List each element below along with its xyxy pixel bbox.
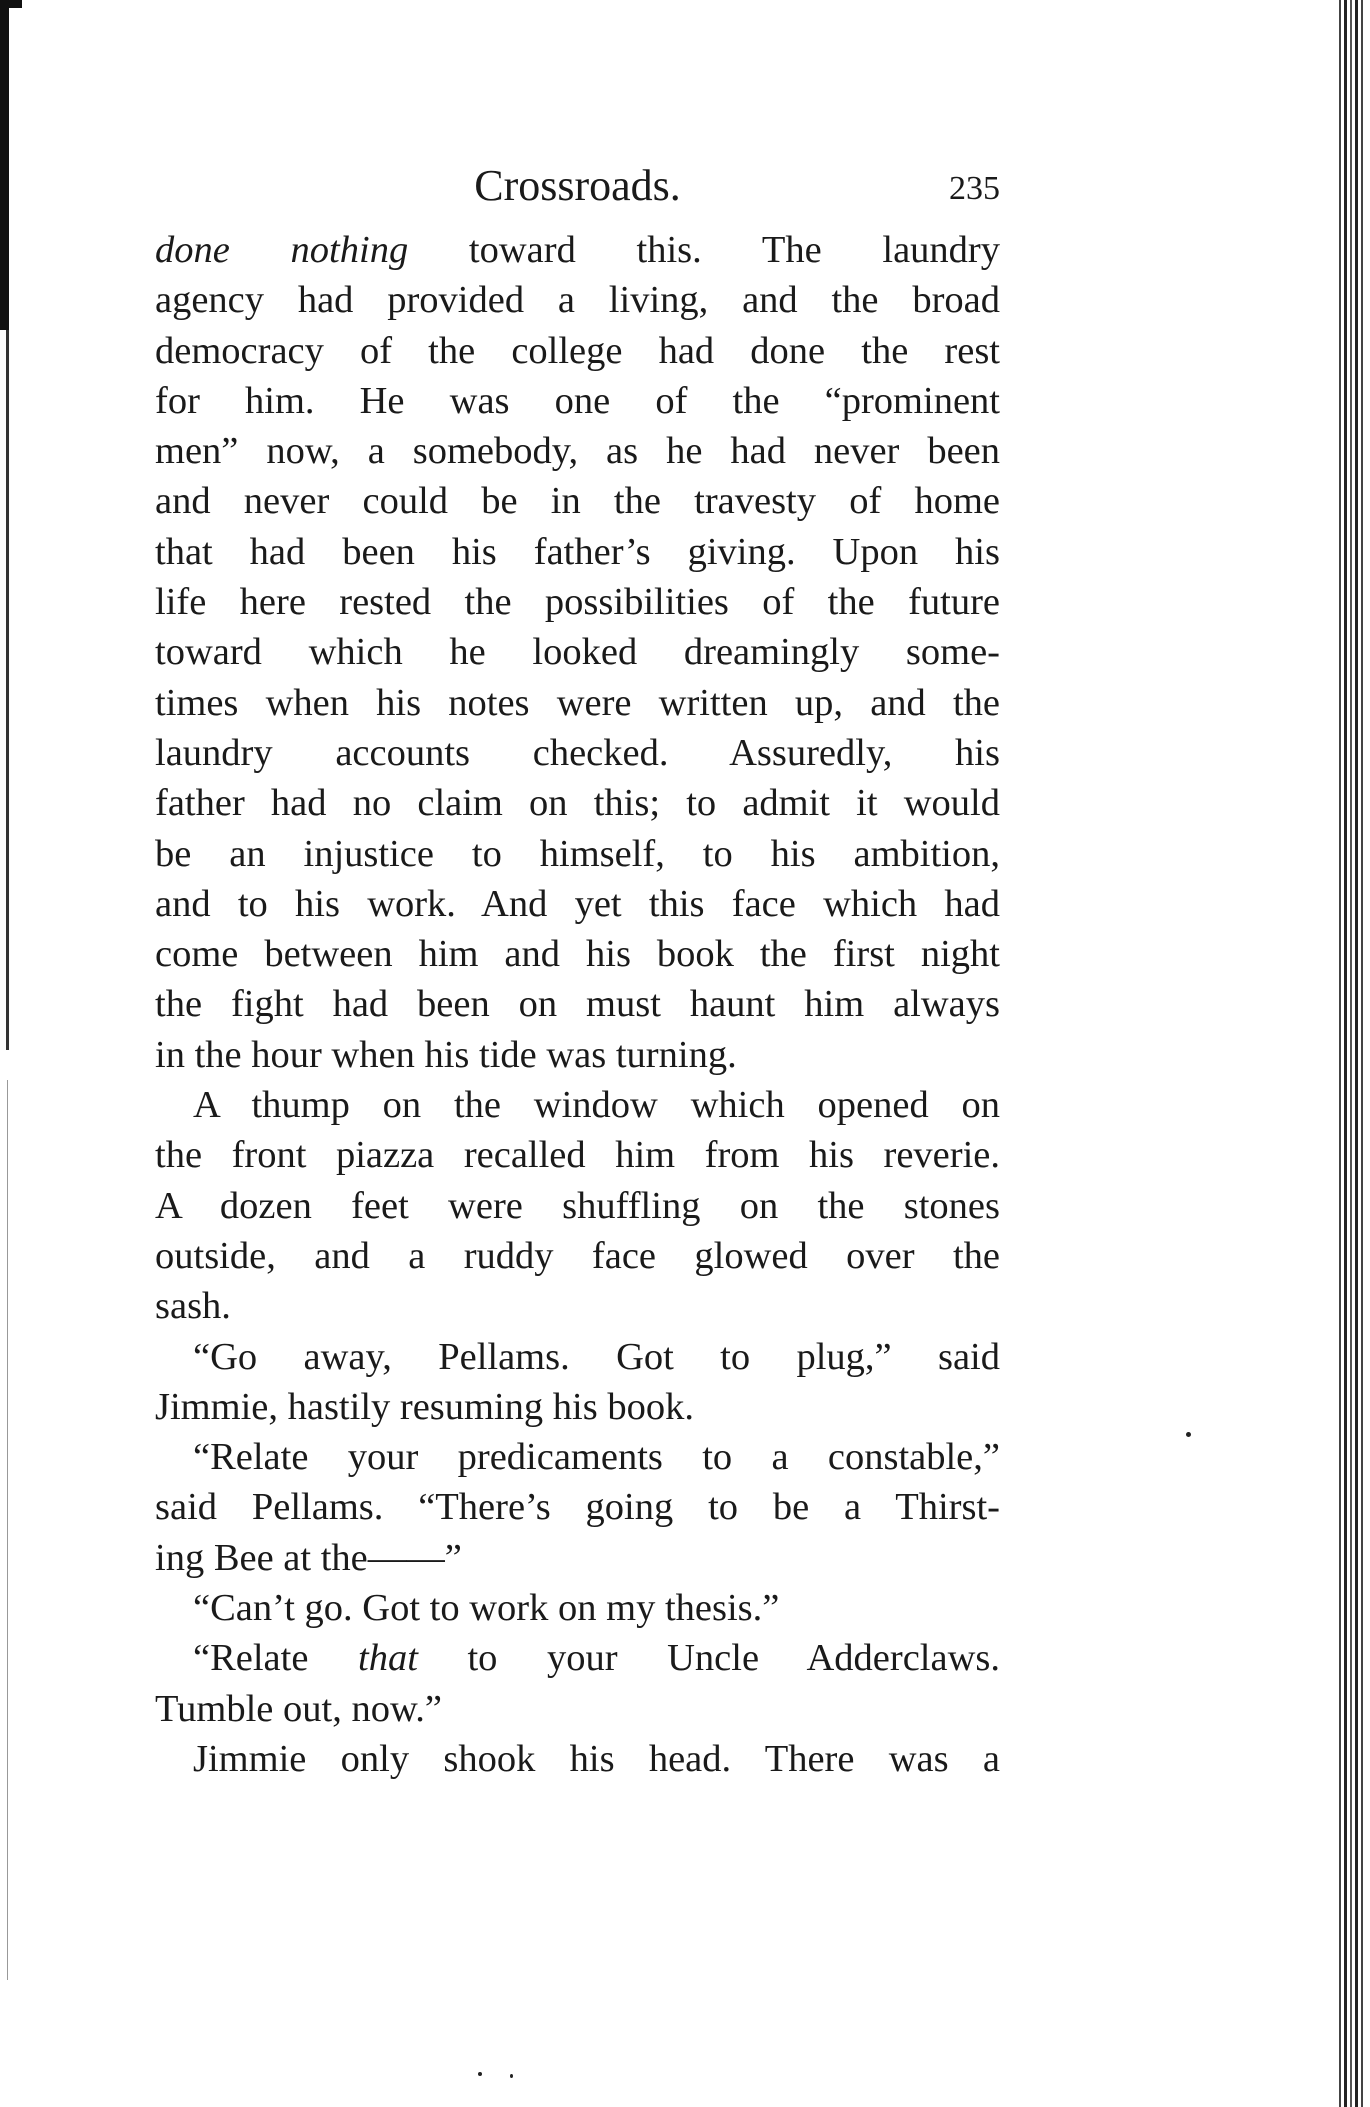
text-line: [155, 326, 1000, 376]
text-run: father had no claim on this; to admit it would: [155, 782, 1000, 825]
text-line: [155, 1432, 1000, 1482]
text-run: A thump on the window which opened on: [193, 1084, 1000, 1127]
text-run: toward which he looked dreamingly some-: [155, 631, 1000, 674]
text-run: “Relate your predicaments to a constable,”: [193, 1436, 1000, 1479]
italic-text: that: [358, 1637, 418, 1680]
text-run: A dozen feet were shuffling on the stones: [155, 1184, 1000, 1227]
text-line: [155, 577, 1000, 627]
running-head: [155, 160, 1000, 220]
text-run: Jimmie only shook his head. There was a: [193, 1737, 1000, 1780]
text-line: [155, 1633, 1000, 1683]
text-run: laundry accounts checked. Assuredly, his: [155, 731, 1000, 774]
text-line: [155, 979, 1000, 1029]
text-line: [155, 225, 1000, 275]
scan-edge-right-line: [1355, 0, 1358, 2107]
text-line: [155, 476, 1000, 526]
scan-edge-right-line: [1339, 0, 1341, 2107]
text-line: [155, 1684, 1000, 1734]
text-line: [155, 1734, 1000, 1784]
text-run: men” now, a somebody, as he had never been: [155, 430, 1000, 473]
text-line: [155, 1533, 1000, 1583]
text-line: [155, 1382, 1000, 1432]
text-run: ing Bee at the——”: [155, 1536, 462, 1579]
text-run: toward this. The laundry: [408, 229, 1000, 271]
text-line: [155, 1080, 1000, 1130]
text-run: come between him and his book the first night: [155, 933, 1000, 976]
text-run: for him. He was one of the “prominent: [155, 379, 1000, 422]
text-run: Tumble out, now.”: [155, 1687, 442, 1730]
text-run: the fight had been on must haunt him always: [155, 983, 1000, 1026]
text-run: democracy of the college had done the rest: [155, 329, 1000, 372]
text-run: sash.: [155, 1285, 231, 1328]
text-run: Jimmie, hastily resuming his book.: [155, 1385, 694, 1428]
scan-speck: [1186, 1432, 1191, 1437]
text-line: [155, 678, 1000, 728]
scan-edge-left-line: [6, 330, 9, 1050]
text-line: [155, 728, 1000, 778]
text-run: “Can’t go. Got to work on my thesis.”: [193, 1587, 780, 1630]
text-run: the front piazza recalled him from his reverie.: [155, 1134, 1000, 1177]
text-run: that had been his father’s giving. Upon his: [155, 530, 1000, 573]
text-line: [155, 829, 1000, 879]
text-run: be an injustice to himself, to his ambition,: [155, 832, 1000, 875]
scan-edge-left-bar: [0, 0, 9, 330]
text-run: times when his notes were written up, and the: [155, 681, 1000, 724]
text-run: to your Uncle Adderclaws.: [417, 1637, 1000, 1680]
text-line: [155, 1181, 1000, 1231]
text-line: [155, 1332, 1000, 1382]
text-line: [155, 426, 1000, 476]
text-line: [155, 1482, 1000, 1532]
text-line: [155, 527, 1000, 577]
scan-edge-right-line: [1344, 0, 1347, 2107]
text-line: [155, 879, 1000, 929]
italic-text: done nothing: [155, 229, 409, 271]
text-line: [155, 1130, 1000, 1180]
text-line: [155, 929, 1000, 979]
scan-speck: [478, 2072, 482, 2076]
scan-speck: [510, 2074, 513, 2078]
running-title: Crossroads.: [474, 161, 681, 210]
text-line: [155, 778, 1000, 828]
text-line: [155, 275, 1000, 325]
scan-edge-left-faint-line: [7, 1080, 8, 1980]
text-line: [155, 1030, 1000, 1080]
page-number: 235: [949, 170, 1000, 207]
text-run: outside, and a ruddy face glowed over the: [155, 1234, 1000, 1277]
scan-edge-right-line: [1361, 0, 1363, 2107]
body-text: [155, 225, 1000, 1784]
text-run: “Relate: [193, 1637, 358, 1680]
text-run: and never could be in the travesty of home: [155, 480, 1000, 523]
text-line: [155, 1583, 1000, 1633]
text-run: “Go away, Pellams. Got to plug,” said: [193, 1335, 1000, 1378]
text-run: and to his work. And yet this face which had: [155, 882, 1000, 925]
text-run: said Pellams. “There’s going to be a Thirst-: [155, 1486, 1000, 1529]
text-run: agency had provided a living, and the broad: [155, 279, 1000, 322]
text-line: [155, 1281, 1000, 1331]
text-line: [155, 627, 1000, 677]
text-line: [155, 376, 1000, 426]
text-line: [155, 1231, 1000, 1281]
text-run: life here rested the possibilities of the future: [155, 581, 1000, 624]
scan-edge-right-line: [1350, 0, 1352, 2107]
text-run: in the hour when his tide was turning.: [155, 1033, 737, 1076]
